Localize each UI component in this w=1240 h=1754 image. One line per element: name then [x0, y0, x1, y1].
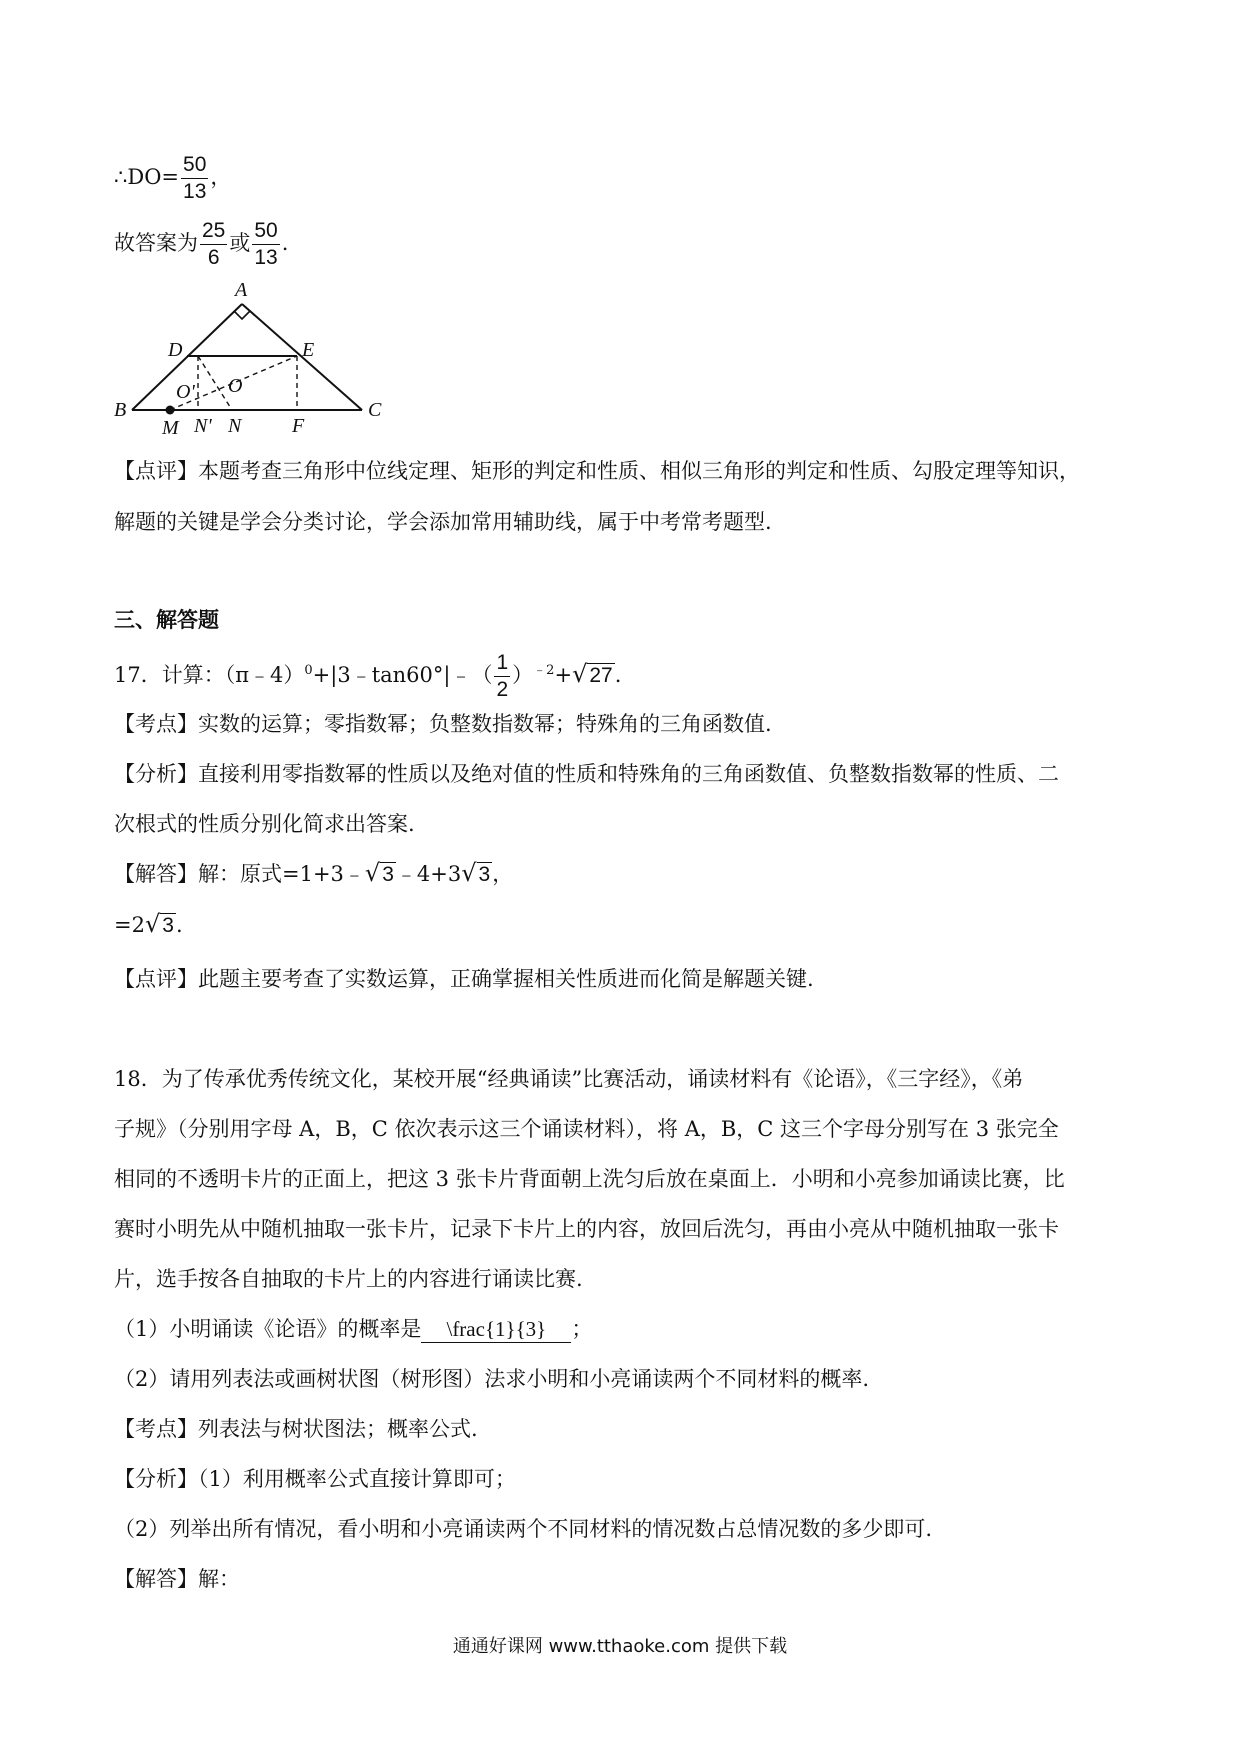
q18-fenxi-line-2: （2）列举出所有情况，看小明和小亮诵读两个不同材料的情况数占总情况数的多少即可. — [114, 1517, 933, 1541]
q17-prefix: 17．计算：（π﹣4） — [114, 663, 305, 687]
q17-solution-prefix: 【解答】解：原式=1+3﹣ — [114, 862, 365, 886]
q18-kaodian: 【考点】列表法与树状图法；概率公式. — [114, 1417, 478, 1441]
label-b: B — [114, 399, 127, 421]
q17-middle: +|3﹣tan60°|﹣（ — [312, 663, 493, 687]
q18-fenxi-line-1: 【分析】（1）利用概率公式直接计算即可； — [114, 1467, 516, 1491]
q18-text-line-4: 赛时小明先从中随机抽取一张卡片，记录下卡片上的内容，放回后洗匀，再由小亮从中随机抽取一张卡 — [114, 1217, 1059, 1241]
q17-fenxi-line-2: 次根式的性质分别化简求出答案. — [114, 812, 415, 836]
q18-text-line-2: 子规》（分别用字母 A，B，C 依次表示这三个诵读材料），将 A，B，C 这三个字母分别写在 3 张完全 — [114, 1117, 1059, 1141]
do-denominator: 13 — [183, 180, 207, 203]
answer-or: 或 — [229, 231, 251, 255]
q17-sqrt-3a: √3 — [364, 859, 394, 887]
section-title: 三、解答题 — [114, 608, 219, 632]
label-n: N — [228, 415, 242, 437]
q17-frac-den: 2 — [496, 678, 509, 701]
q18-answer-blank: \frac{1}{3} — [421, 1317, 571, 1343]
q17-question — [114, 650, 621, 703]
q17-solution-mid: ﹣4+3 — [395, 862, 462, 886]
q17-plus: + — [554, 663, 573, 687]
q17-after-frac: ） — [512, 663, 534, 687]
do-fraction — [181, 152, 208, 205]
q16-comment-line-2: 解题的关键是学会分类讨论，学会添加常用辅助线，属于中考常考题型. — [114, 510, 772, 534]
q17-dianping: 【点评】此题主要考查了实数运算，正确掌握相关性质进而化简是解题关键. — [114, 967, 814, 991]
label-c: C — [368, 399, 382, 421]
do-result-line — [114, 152, 231, 205]
q17-result-line — [114, 910, 183, 938]
q17-frac-num: 1 — [494, 650, 510, 677]
q17-exponent-zero: 0 — [304, 663, 313, 678]
q17-half-fraction — [494, 650, 510, 703]
do-label: ∴DO= — [114, 165, 180, 189]
answer-2-denominator: 13 — [254, 246, 278, 269]
q17-solution-end: ， — [492, 862, 514, 886]
label-m: M — [162, 417, 179, 439]
label-o-prime: O' — [176, 381, 195, 403]
answer-1-numerator: 25 — [200, 218, 227, 245]
q17-radicand-3b: 3 — [478, 863, 491, 886]
q18-text-line-1: 18．为了传承优秀传统文化，某校开展“经典诵读”比赛活动，诵读材料有《论语》，《三字经》，《弟 — [114, 1067, 1024, 1091]
q17-fenxi-line-1: 【分析】直接利用零指数幂的性质以及绝对值的性质和特殊角的三角函数值、负整数指数幂的性质、二 — [114, 762, 1059, 786]
q17-solution-line — [114, 858, 513, 888]
q18-text-line-3: 相同的不透明卡片的正面上，把这 3 张卡片背面朝上洗匀后放在桌面上．小明和小亮参加诵读比赛，比 — [114, 1167, 1065, 1191]
q17-radicand: 27 — [589, 664, 613, 687]
answer-1-denominator: 6 — [207, 246, 220, 269]
label-e: E — [302, 339, 315, 361]
point-m-dot — [166, 406, 175, 415]
q17-sqrt-27: √27 — [572, 660, 613, 688]
q17-result-sqrt: √3 — [144, 910, 174, 938]
q18-text-line-5: 片，选手按各自抽取的卡片上的内容进行诵读比赛. — [114, 1267, 583, 1291]
answer-line — [114, 218, 288, 271]
answer-2-numerator: 50 — [252, 218, 279, 245]
do-numerator: 50 — [181, 152, 208, 179]
triangle-figure — [110, 282, 390, 442]
answer-prefix: 故答案为 — [114, 231, 198, 255]
label-n-prime: N' — [194, 415, 212, 437]
q17-result-end: . — [175, 913, 183, 937]
q17-exponent-neg2: ﹣2 — [533, 663, 555, 678]
q17-result-radicand: 3 — [162, 914, 174, 937]
do-tail: ， — [210, 165, 232, 189]
q16-comment-line-1: 【点评】本题考查三角形中位线定理、矩形的判定和性质、相似三角形的判定和性质、勾股定理等知识， — [114, 459, 1080, 483]
q18-part-1 — [114, 1313, 592, 1343]
label-f: F — [292, 415, 305, 437]
q17-result-prefix: =2 — [114, 913, 145, 937]
answer-fraction-1 — [200, 218, 227, 271]
q17-kaodian: 【考点】实数的运算；零指数幂；负整数指数幂；特殊角的三角函数值. — [114, 712, 772, 736]
q17-end: . — [614, 663, 622, 687]
q17-sqrt-3b: √3 — [461, 859, 491, 887]
label-d: D — [168, 339, 183, 361]
q18-part-1-prefix: （1）小明诵读《论语》的概率是 — [114, 1317, 422, 1341]
label-o: O — [228, 375, 243, 397]
q18-part-2: （2）请用列表法或画树状图（树形图）法求小明和小亮诵读两个不同材料的概率. — [114, 1367, 870, 1391]
q18-jieda: 【解答】解： — [114, 1567, 240, 1591]
label-a: A — [235, 282, 248, 301]
page-footer: 通通好课网 www.tthaoke.com 提供下载 — [452, 1636, 788, 1657]
answer-tail: . — [281, 231, 289, 255]
q18-part-1-end: ； — [571, 1317, 593, 1341]
answer-fraction-2 — [252, 218, 279, 271]
q17-radicand-3a: 3 — [382, 863, 394, 886]
